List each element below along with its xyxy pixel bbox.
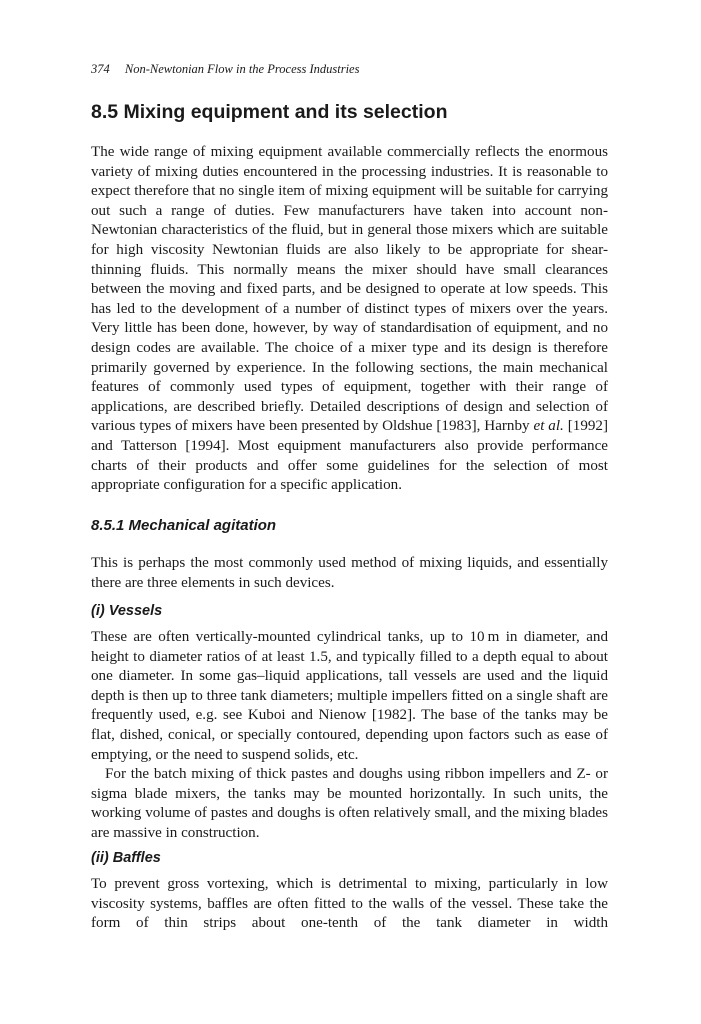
subsection-intro-paragraph: This is perhaps the most commonly used method of mixing liquids, and essentially there are three elements in such devices.: [91, 555, 608, 591]
intro-text-end: [1992] and Tatterson [1994]. Most equipment manufacturers also provide performance charts of their products and offer some guidelines for the selection of most appropriate configuration for a specific application.: [91, 418, 608, 494]
running-title: Non-Newtonian Flow in the Process Industries: [124, 62, 360, 76]
et-al: et al.: [533, 418, 564, 435]
running-header: [91, 62, 359, 77]
intro-text: The wide range of mixing equipment available commercially reflects the enormous variety of mixing duties encountered in the processing industries. It is reasonable to expect therefore that no single item of mixing equipment will be suitable for carrying out such a range of duties. Few manufacturers have taken into account non-Newtonian characteristics of the fluid, but in general those mixers which are suitable for high viscosity Newtonian fluids are also likely to be appropriate for shear-thinning fluids. This normally means the mixer should have small clearances between the moving and fixed parts, and be designed to operate at low speeds. This has led to the development of a number of distinct types of mixers over the years. Very little has been done, however, by way of standardisation of equipment, and no design codes are available. The choice of a mixer type and its design is therefore primarily governed by experience. In the following sections, the main mechanical features of commonly used types of equipment, together with their range of applications, are described briefly. Detailed descriptions of design and selection of various types of mixers have been presented by Oldshue [1983], Harnby: [91, 144, 608, 435]
subsection-title: 8.5.1 Mechanical agitation: [91, 517, 277, 534]
section-intro-paragraph: [91, 143, 608, 496]
baffles-paragraph-1: To prevent gross vortexing, which is detrimental to mixing, particularly in low viscosity systems, baffles are often fitted to the walls of the vessel. These take the form of thin strips about one-tenth of the tank diameter in width: [91, 876, 608, 932]
vessels-heading: (i) Vessels: [91, 603, 163, 619]
baffles-heading: (ii) Baffles: [91, 850, 161, 866]
section-title: 8.5 Mixing equipment and its selection: [91, 101, 448, 123]
vessels-paragraph-1: These are often vertically-mounted cylindrical tanks, up to 10 m in diameter, and height to diameter ratios of at least 1.5, and typically filled to a depth equal to about one diameter. In some gas–liquid applications, tall vessels are used and the liquid depth is then up to three tank diameters; multiple impellers fitted on a single shaft are frequently used, e.g. see Kuboi and Nienow [1982]. The base of the tanks may be flat, dished, conical, or specially contoured, depending upon factors such as ease of emptying, or the need to suspend solids, etc.: [91, 629, 608, 763]
page-number: 374: [91, 62, 110, 76]
vessels-paragraph-2: For the batch mixing of thick pastes and doughs using ribbon impellers and Z- or sigma blade mixers, the tanks may be mounted horizontally. In such units, the working volume of pastes and doughs is often relatively small, and the mixing blades are massive in construction.: [91, 766, 608, 841]
